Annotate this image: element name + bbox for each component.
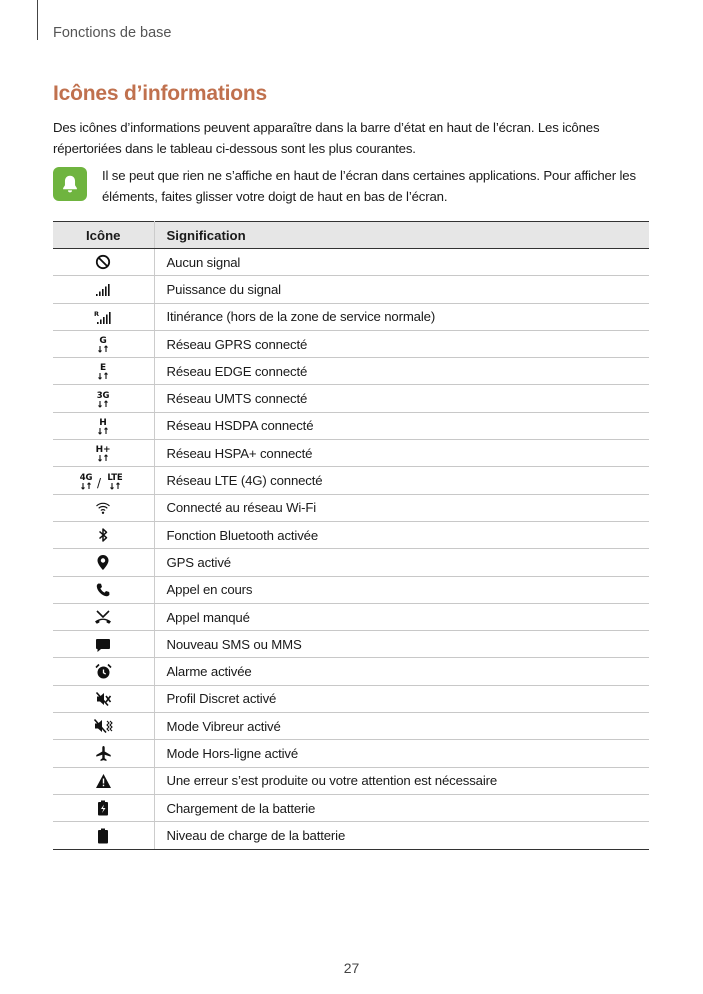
header-meaning: Signification [154, 222, 649, 249]
table-row [53, 794, 649, 821]
row-meaning: Réseau UMTS connecté [154, 385, 649, 412]
roaming-signal-icon [94, 310, 112, 325]
svg-text:R: R [94, 309, 100, 318]
icons-table [53, 221, 649, 850]
row-meaning: Appel en cours [154, 576, 649, 603]
svg-text:/: / [97, 475, 102, 490]
svg-text:LTE: LTE [107, 472, 123, 483]
row-meaning: Réseau HSPA+ connecté [154, 440, 649, 467]
vibrate-icon [93, 718, 113, 734]
row-meaning: Aucun signal [154, 249, 649, 276]
row-meaning: Réseau GPRS connecté [154, 330, 649, 357]
row-meaning: Mode Hors-ligne activé [154, 740, 649, 767]
bell-icon [53, 167, 87, 201]
table-header-row [53, 222, 649, 249]
edge-icon [94, 361, 112, 381]
svg-text:H: H [99, 417, 107, 428]
table-row [53, 330, 649, 357]
running-header: Fonctions de base [53, 25, 172, 41]
svg-text:H+: H+ [95, 445, 111, 456]
table-row [53, 467, 649, 494]
table-row [53, 603, 649, 630]
table-row [53, 685, 649, 712]
svg-text:4G: 4G [79, 472, 93, 483]
table-row [53, 412, 649, 439]
mute-icon [95, 691, 112, 707]
airplane-icon [95, 745, 112, 762]
hsdpa-icon [94, 416, 112, 436]
table-row [53, 713, 649, 740]
row-meaning: GPS activé [154, 549, 649, 576]
row-meaning: Une erreur s’est produite ou votre attention est nécessaire [154, 767, 649, 794]
table-row [53, 303, 649, 330]
table-row [53, 631, 649, 658]
message-icon [95, 637, 111, 653]
alarm-icon [95, 663, 112, 680]
wifi-icon [95, 500, 111, 516]
header-icon: Icône [53, 222, 154, 249]
row-meaning: Réseau EDGE connecté [154, 358, 649, 385]
warning-icon [95, 773, 112, 789]
battery-charging-icon [97, 800, 109, 816]
missed-call-icon [94, 609, 112, 625]
page-number: 27 [343, 960, 360, 976]
table-row [53, 276, 649, 303]
battery-level-icon [97, 828, 109, 844]
note-box [53, 165, 653, 207]
row-meaning: Niveau de charge de la batterie [154, 822, 649, 849]
table-row [53, 767, 649, 794]
row-meaning: Profil Discret activé [154, 685, 649, 712]
section-title: Icônes d’informations [53, 82, 267, 105]
row-meaning: Nouveau SMS ou MMS [154, 631, 649, 658]
umts-icon [93, 389, 113, 409]
no-signal-icon [95, 254, 111, 270]
table-row [53, 658, 649, 685]
row-meaning: Appel manqué [154, 603, 649, 630]
row-meaning: Fonction Bluetooth activée [154, 521, 649, 548]
signal-strength-icon [95, 283, 111, 297]
svg-text:3G: 3G [96, 390, 110, 401]
lte-icon [78, 471, 128, 491]
table-row [53, 740, 649, 767]
table-row [53, 385, 649, 412]
table-row [53, 358, 649, 385]
call-icon [95, 582, 111, 598]
table-row [53, 576, 649, 603]
row-meaning: Réseau HSDPA connecté [154, 412, 649, 439]
gps-icon [96, 554, 110, 571]
hspa-plus-icon [93, 443, 113, 463]
table-row [53, 440, 649, 467]
margin-rule [37, 0, 38, 40]
row-meaning: Connecté au réseau Wi-Fi [154, 494, 649, 521]
gprs-icon [94, 334, 112, 354]
bluetooth-icon [97, 527, 109, 543]
table-row [53, 494, 649, 521]
table-row [53, 521, 649, 548]
note-text: Il se peut que rien ne s’affiche en haut de l’écran dans certaines applications. Pour afficher les éléments, faites glisser votre doigt de haut en bas de l’écran. [102, 168, 636, 204]
row-meaning: Alarme activée [154, 658, 649, 685]
svg-text:E: E [100, 363, 107, 374]
row-meaning: Puissance du signal [154, 276, 649, 303]
table-row [53, 822, 649, 849]
table-row [53, 549, 649, 576]
svg-text:G: G [99, 336, 107, 347]
row-meaning: Itinérance (hors de la zone de service normale) [154, 303, 649, 330]
intro-paragraph: Des icônes d’informations peuvent apparaître dans la barre d’état en haut de l’écran. Les icônes répertoriées dans le tableau ci-dessous sont les plus courantes. [53, 120, 600, 156]
row-meaning: Mode Vibreur activé [154, 713, 649, 740]
row-meaning: Chargement de la batterie [154, 794, 649, 821]
table-row [53, 249, 649, 276]
row-meaning: Réseau LTE (4G) connecté [154, 467, 649, 494]
